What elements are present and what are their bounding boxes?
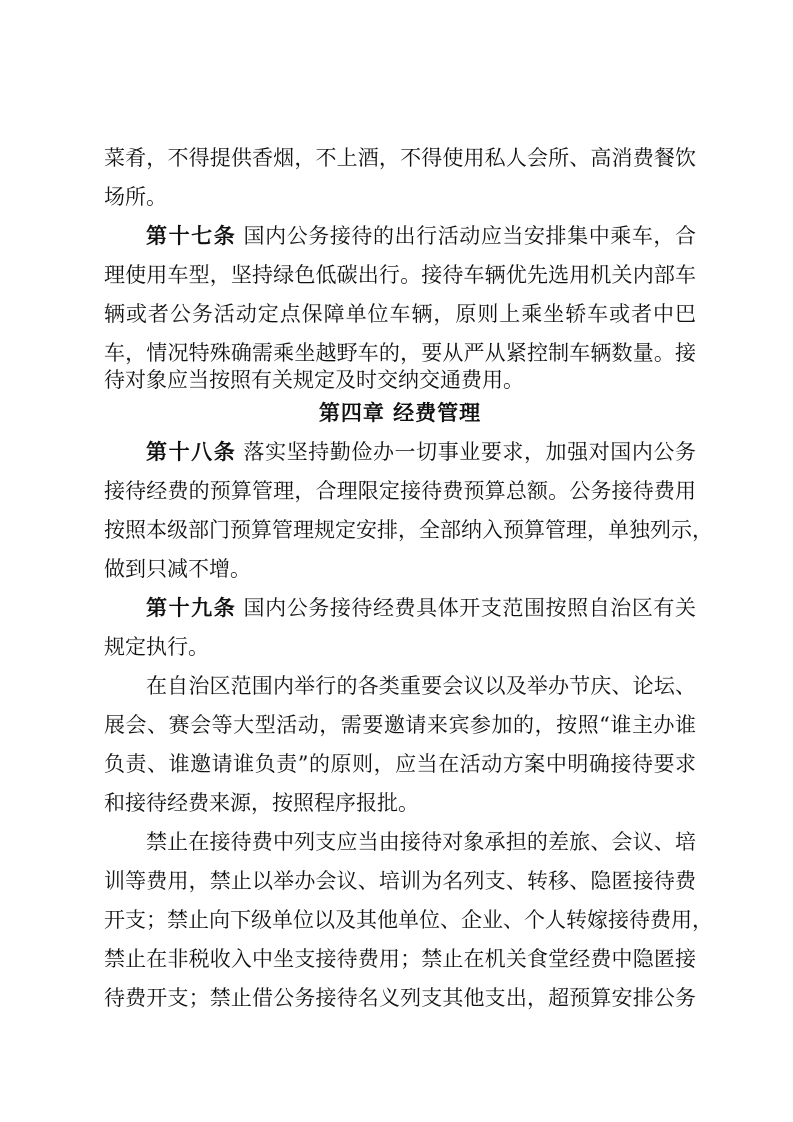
body-line: [104, 259, 696, 291]
line-text: 落实坚持勤俭办一切事业要求，加强对国内公务: [243, 440, 696, 464]
chapter-heading: 第四章 经费管理: [318, 401, 482, 425]
line-text: 待费开支；禁止借公务接待名义列支其他支出，超预算安排公务: [104, 986, 696, 1010]
line-text: 和接待经费来源，按照程序报批。: [104, 791, 419, 815]
article-number: 第十八条: [146, 440, 237, 464]
paragraph-first-line: [146, 826, 696, 858]
article-number: 第十九条: [146, 596, 237, 620]
body-line: [104, 982, 696, 1014]
line-text: 做到只减不增。: [104, 557, 251, 581]
paragraph-first-line: [146, 670, 696, 702]
article-18-first-line: [146, 436, 696, 468]
body-line: [104, 865, 696, 897]
line-text: 训等费用，禁止以举办会议、培训为名列支、转移、隐匿接待费: [104, 869, 696, 893]
line-text: 车，情况特殊确需乘坐越野车的，要从严从紧控制车辆数量。接: [104, 341, 696, 365]
line-text: 负责、谁邀请谁负责”的原则，应当在活动方案中明确接待要求: [104, 752, 696, 776]
body-line: [104, 748, 696, 780]
body-line: [104, 631, 696, 663]
body-line: [104, 904, 713, 936]
line-text: 待对象应当按照有关规定及时交纳交通费用。: [104, 368, 524, 392]
body-line: [104, 787, 696, 819]
body-line: [104, 142, 696, 174]
article-17-first-line: [146, 220, 696, 252]
body-line: [104, 709, 696, 741]
line-text: 禁止在非税收入中坐支接待费用；禁止在机关食堂经费中隐匿接: [104, 947, 696, 971]
body-line: [104, 553, 696, 585]
line-text: 接待经费的预算管理，合理限定接待费预算总额。公务接待费用: [104, 479, 696, 503]
line-text: 国内公务接待的出行活动应当安排集中乘车，合: [243, 224, 696, 248]
line-text: 国内公务接待经费具体开支范围按照自治区有关: [243, 596, 696, 620]
line-text: 辆或者公务活动定点保障单位车辆，原则上乘坐轿车或者中巴: [104, 302, 696, 326]
body-line: [104, 364, 696, 396]
body-line: [104, 943, 696, 975]
line-text: 展会、赛会等大型活动，需要邀请来宾参加的，按照“谁主办谁: [104, 713, 696, 737]
article-19-first-line: [146, 592, 696, 624]
body-line: [104, 475, 696, 507]
line-text: 开支；禁止向下级单位以及其他单位、企业、个人转嫁接待费用，: [104, 908, 713, 932]
line-text: 按照本级部门预算管理规定安排，全部纳入预算管理，单独列示，: [104, 518, 713, 542]
line-text: 禁止在接待费中列支应当由接待对象承担的差旅、会议、培: [146, 830, 696, 854]
line-text: 场所。: [104, 185, 167, 209]
line-text: 规定执行。: [104, 635, 209, 659]
body-line: [104, 514, 713, 546]
line-text: 理使用车型，坚持绿色低碳出行。接待车辆优先选用机关内部车: [104, 263, 696, 287]
line-text: 菜肴，不得提供香烟，不上酒，不得使用私人会所、高消费餐饮: [104, 146, 696, 170]
body-line: [104, 298, 696, 330]
body-line: [104, 181, 696, 213]
line-text: 在自治区范围内举行的各类重要会议以及举办节庆、论坛、: [146, 674, 696, 698]
article-number: 第十七条: [146, 224, 237, 248]
